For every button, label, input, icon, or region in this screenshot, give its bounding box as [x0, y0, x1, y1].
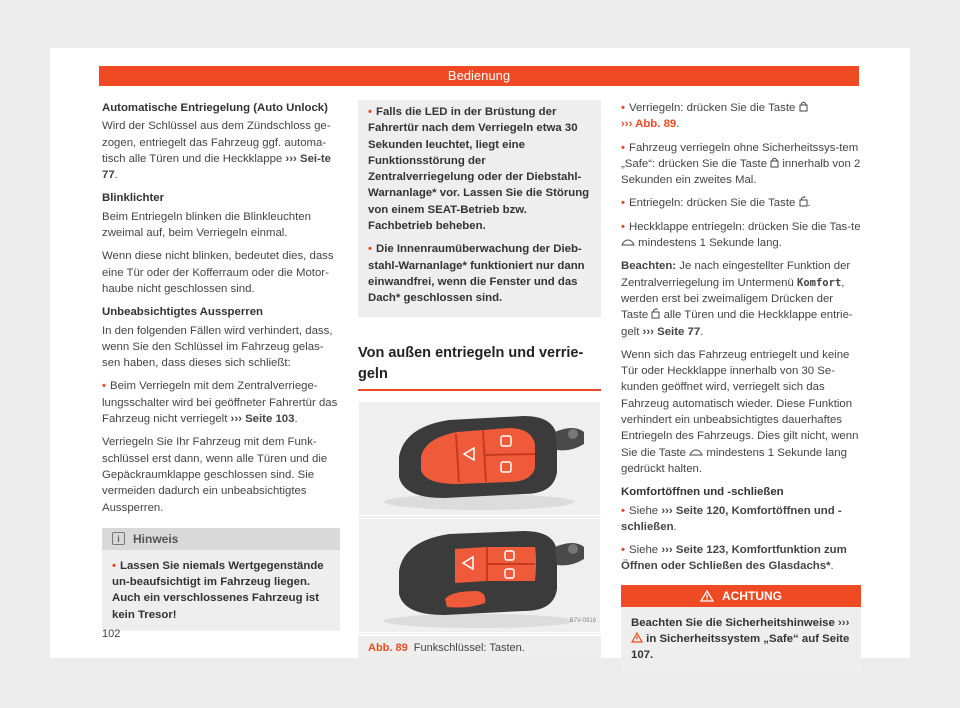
lock-icon: [770, 157, 779, 168]
figure-caption-text: Funkschlüssel: Tasten.: [413, 641, 525, 654]
note-continuation-box: [358, 100, 601, 317]
auto-relock-paragraph: Wenn sich das Fahrzeug entriegelt und keine Tür oder Heckklappe innerhalb von 30 Se-kunden geöffnet wird, verriegelt sich das Fahrzeug automatisch wieder. Diese Funktion verhindert ein unbeabsichtigtes dauerhaftes Entriegeln des Fahrzeugs. Dies gilt nicht, wenn Sie die Taste mindestens 1 Sekunde lang gedrückt halten.: [621, 348, 859, 475]
key-top-illustration: [359, 402, 600, 515]
unlock-icon: [651, 308, 660, 319]
key-bottom-illustration: [359, 519, 600, 632]
menu-name: Komfort: [797, 276, 842, 289]
lockout-paragraph: In den folgenden Fällen wird verhindert, dass, wenn Sie den Schlüssel im Fahrzeug gelas-sen haben, dass dieses sich schließt:: [102, 324, 333, 370]
page-ref-link[interactable]: ››› Seite 123, Komfortfunktion zum Öffnen oder Schließen des Glasdachs*: [621, 544, 847, 573]
blink-paragraph-1: Beim Entriegeln blinken die Blinkleuchten zweimal auf, beim Verriegeln einmal.: [102, 210, 311, 240]
info-icon: i: [112, 532, 125, 545]
comfort-bullet-2: • Siehe ››› Seite 123, Komfortfunktion zum Öffnen oder Schließen des Glasdachs*.: [621, 542, 861, 575]
blink-heading: Blinklichter: [102, 192, 165, 205]
column-right: [621, 100, 861, 672]
tailgate-icon: [689, 449, 703, 457]
lockout-heading: Unbeabsichtigtes Aussperren: [102, 306, 263, 319]
lockout-paragraph-2: Verriegeln Sie Ihr Fahrzeug mit dem Funk-schlüssel erst dann, wenn alle Türen und die Gepäckraumklappe geschlossen sind. Sie vermeiden dadurch ein unbeabsichtigtes Aussperren.: [102, 436, 328, 514]
blink-paragraph-2: Wenn diese nicht blinken, bedeutet dies, dass eine Tür oder der Kofferraum oder die Motor-haube nicht geschlossen sind.: [102, 250, 334, 295]
figure-caption: [358, 636, 601, 658]
warning-icon: [700, 590, 714, 602]
warning-title: ACHTUNG: [621, 585, 861, 607]
column-middle: [358, 100, 601, 658]
unlock-icon: [799, 196, 808, 207]
section-title: Von außen entriegeln und verrie-geln: [358, 343, 601, 391]
lockout-bullet: • Beim Verriegeln mit dem Zentralverriege-lungsschalter wird bei geöffneter Fahrertür das Fahrzeug nicht verriegelt ››› Seite 103.: [102, 378, 340, 427]
note-bullet-1: • Falls die LED in der Brüstung der Fahrertür nach dem Verriegeln etwa 30 Sekunden leuchtet, liegt eine Funktionsstörung der Zentralverriegelung oder der Diebstahl-Warnanlage* vor. Lassen Sie die Störung von einem SEAT-Betrieb bzw. Fachbetrieb beheben.: [368, 104, 591, 234]
figure-label: Abb. 89: [368, 641, 408, 654]
instruction-unlock: • Entriegeln: drücken Sie die Taste .: [621, 195, 861, 211]
figure-code: B7V-0918: [569, 618, 596, 625]
figure-key-remote: [358, 401, 601, 634]
instruction-lock: • Verriegeln: drücken Sie die Taste ››› Abb. 89.: [621, 100, 861, 133]
instruction-tailgate: • Heckklappe entriegeln: drücken Sie die Tas-te mindestens 1 Sekunde lang.: [621, 219, 861, 252]
hint-box: [102, 528, 340, 631]
page-header: Bedienung: [99, 66, 859, 86]
comfort-heading: Komfortöffnen und -schließen: [621, 486, 784, 499]
note-paragraph: Beachten: Je nach eingestellter Funktion der Zentralverriegelung im Untermenü Komfort, werden erst bei zweimaligem Drücken der Taste alle Türen und die Heckklappe entrie-gelt ››› Seite 77.: [621, 260, 853, 338]
key-image-top: [358, 401, 601, 516]
page-ref-link[interactable]: ››› Seite 103: [230, 413, 295, 426]
key-image-bottom: [358, 518, 601, 633]
page-ref-link[interactable]: ››› Seite 77: [642, 325, 701, 338]
warning-icon: [631, 632, 643, 643]
warning-text: Beachten Sie die Sicherheitshinweise ››› in Sicherheitssystem „Safe“ auf Seite 107.: [621, 607, 861, 672]
instruction-lock-no-safe: • Fahrzeug verriegeln ohne Sicherheitssys-tem „Safe“: drücken Sie die Taste innerhalb von 2 Sekunden ein zweites Mal.: [621, 140, 861, 189]
tailgate-icon: [621, 239, 635, 247]
auto-unlock-heading: Automatische Entriegelung (Auto Unlock): [102, 102, 328, 114]
page-ref-link[interactable]: ››› Sei-te 77: [102, 152, 331, 182]
page-ref-link[interactable]: ››› Seite 120, Komfortöffnen und -schließen: [621, 504, 842, 533]
figure-ref-link[interactable]: ››› Abb. 89: [621, 118, 677, 131]
column-left: [102, 100, 340, 631]
hint-text: • Lassen Sie niemals Wertgegenstände un-beaufsichtigt im Fahrzeug liegen. Auch ein verschlossenes Fahrzeug ist kein Tresor!: [112, 558, 330, 623]
auto-unlock-paragraph: Wird der Schlüssel aus dem Zündschloss ge-zogen, entriegelt das Fahrzeug ggf. automa-tisch alle Türen und die Heckklappe ››› Sei-te 77.: [102, 120, 331, 182]
page-number: 102: [102, 628, 121, 640]
note-bullet-2: • Die Innenraumüberwachung der Dieb-stahl-Warnanlage* funktioniert nur dann einwandfrei, wenn die Fenster und das Dach* geschlossen sind.: [368, 241, 591, 306]
comfort-bullet-1: • Siehe ››› Seite 120, Komfortöffnen und -schließen.: [621, 503, 861, 536]
warning-box: [621, 585, 861, 672]
lock-icon: [799, 101, 808, 112]
hint-title: i Hinweis: [102, 528, 340, 550]
